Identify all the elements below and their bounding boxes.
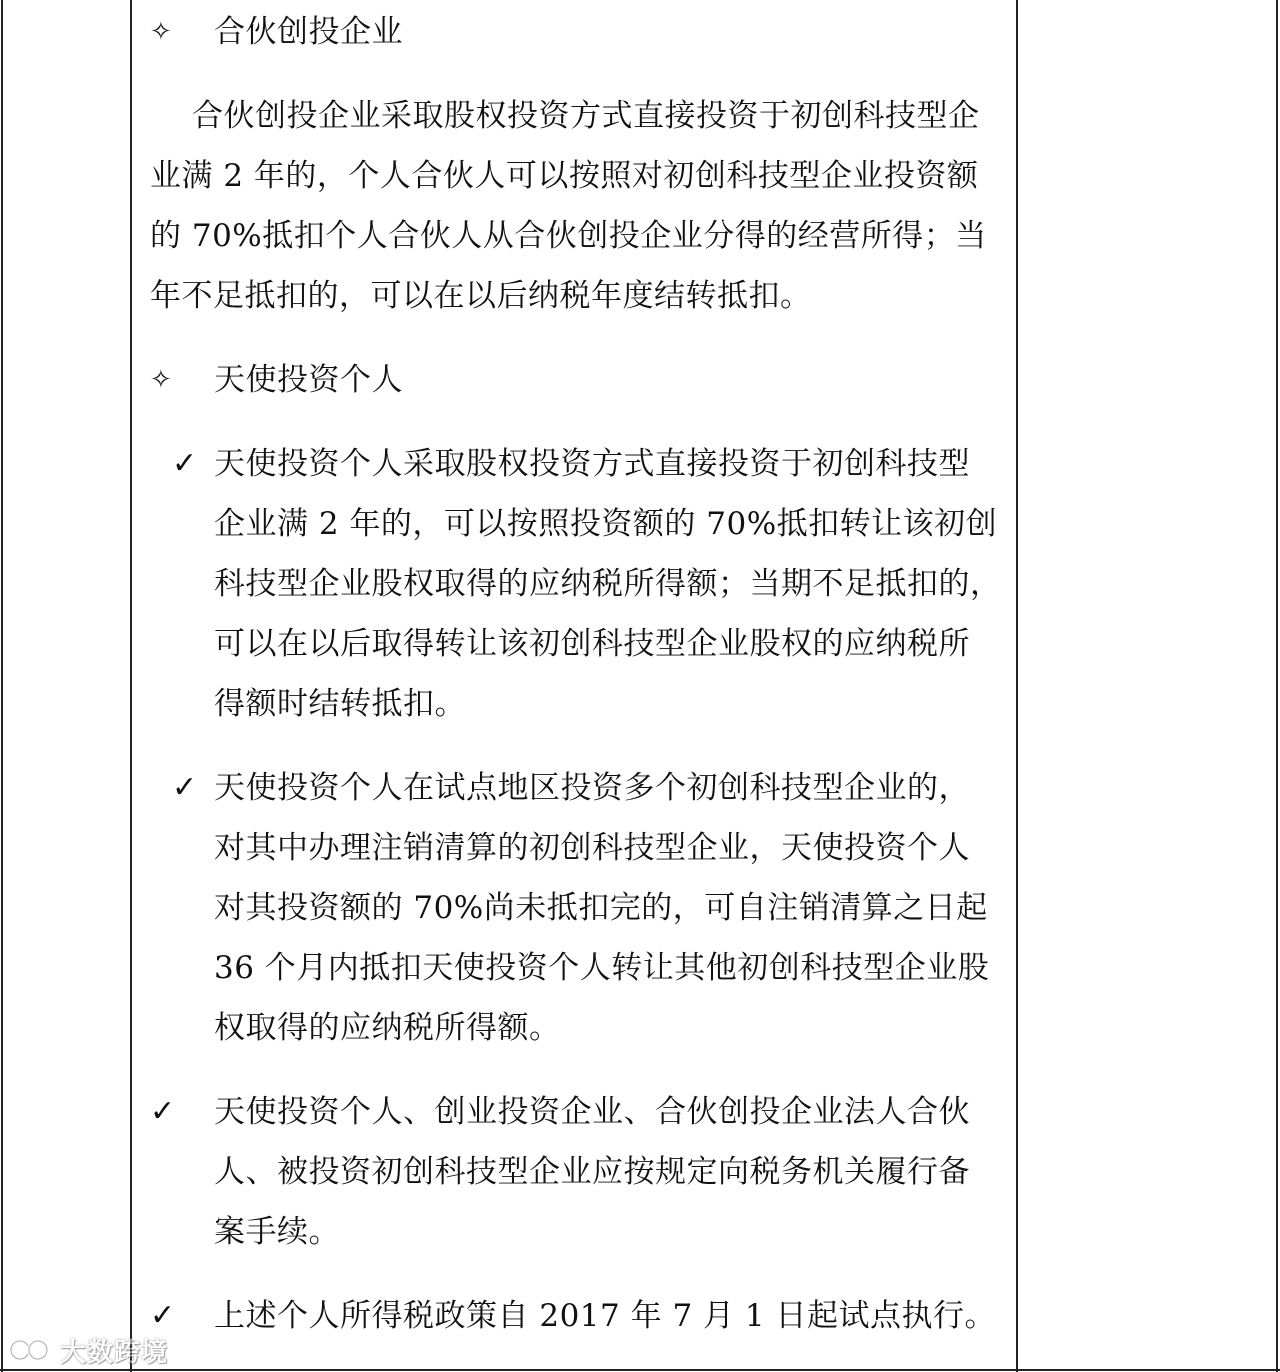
section-heading-partnership: 合伙创投企业 — [214, 14, 403, 50]
checkmark-bullet-icon: ✓ — [150, 1298, 176, 1333]
watermark-logo-icon — [8, 1335, 54, 1365]
angel-item2-line: 36 个月内抵扣天使投资个人转让其他初创科技型企业股 — [214, 950, 990, 986]
checkmark-bullet-icon: ✓ — [150, 1094, 176, 1129]
table-divider-1 — [130, 0, 132, 1372]
angel-item2-line: 权取得的应纳税所得额。 — [214, 1010, 561, 1046]
table-border-bottom — [0, 1369, 1280, 1371]
general-item4-line: 上述个人所得税政策自 2017 年 7 月 1 日起试点执行。 — [214, 1298, 996, 1334]
checkmark-bullet-icon: ✓ — [172, 446, 198, 481]
partnership-paragraph-line: 合伙创投企业采取股权投资方式直接投资于初创科技型企 — [192, 98, 980, 134]
angel-item1-line: 科技型企业股权取得的应纳税所得额；当期不足抵扣的， — [214, 566, 1002, 602]
angel-item1-line: 得额时结转抵扣。 — [214, 686, 466, 722]
general-item3-line: 天使投资个人、创业投资企业、合伙创投企业法人合伙 — [214, 1094, 970, 1130]
partnership-paragraph-line: 年不足抵扣的，可以在以后纳税年度结转抵扣。 — [150, 278, 812, 314]
watermark — [8, 1332, 168, 1368]
angel-item2-line: 对其中办理注销清算的初创科技型企业，天使投资个人 — [214, 830, 970, 866]
angel-item2-line: 对其投资额的 70%尚未抵扣完的，可自注销清算之日起 — [214, 890, 988, 926]
partnership-paragraph-line: 的 70%抵扣个人合伙人从合伙创投企业分得的经营所得；当 — [150, 218, 987, 254]
section-heading-angel: 天使投资个人 — [214, 362, 403, 398]
diamond-bullet-icon: ✧ — [150, 365, 172, 395]
table-divider-2 — [1016, 0, 1018, 1372]
general-item3-line: 人、被投资初创科技型企业应按规定向税务机关履行备 — [214, 1154, 970, 1190]
table-border-left — [1, 0, 3, 1372]
angel-item1-line: 天使投资个人采取股权投资方式直接投资于初创科技型 — [214, 446, 970, 482]
angel-item1-line: 企业满 2 年的，可以按照投资额的 70%抵扣转让该初创 — [214, 506, 998, 542]
checkmark-bullet-icon: ✓ — [172, 770, 198, 805]
diamond-bullet-icon: ✧ — [150, 17, 172, 47]
table-border-right — [1276, 0, 1278, 1372]
angel-item2-line: 天使投资个人在试点地区投资多个初创科技型企业的， — [214, 770, 970, 806]
watermark-text: 大数跨境 — [60, 1337, 169, 1368]
partnership-paragraph-line: 业满 2 年的，个人合伙人可以按照对初创科技型企业投资额 — [150, 158, 979, 194]
general-item3-line: 案手续。 — [214, 1214, 340, 1250]
angel-item1-line: 可以在以后取得转让该初创科技型企业股权的应纳税所 — [214, 626, 970, 662]
